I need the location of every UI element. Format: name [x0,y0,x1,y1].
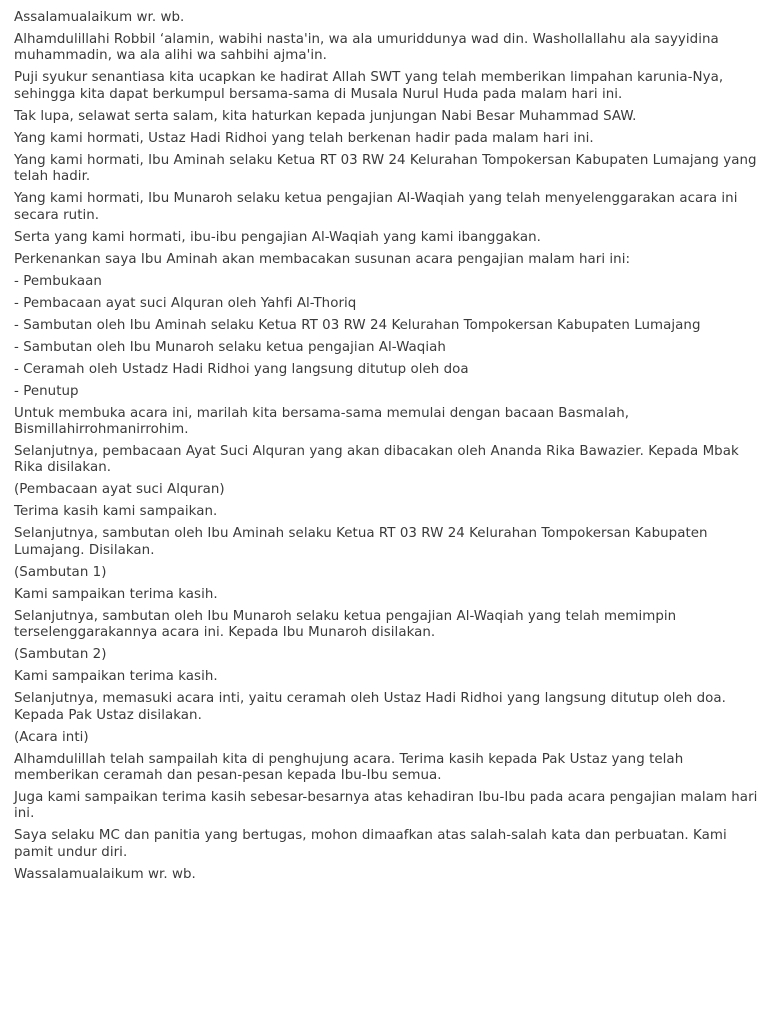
paragraph-salawat: Tak lupa, selawat serta salam, kita haturkan kepada junjungan Nabi Besar Muhammad SAW. [14,108,637,124]
paragraph-respect-jamaah: Serta yang kami hormati, ibu-ibu pengajian Al-Waqiah yang kami ibanggakan. [14,229,541,245]
paragraph-respect-ustaz: Yang kami hormati, Ustaz Hadi Ridhoi yang telah berkenan hadir pada malam hari ini. [14,130,594,146]
paragraph-thanks: Kami sampaikan terima kasih. [14,669,218,685]
paragraph-closing-gratitude: Juga kami sampaikan terima kasih sebesar-besarnya atas kehadiran Ibu-Ibu pada acara pengajian malam hari ini. [14,790,758,822]
greeting-closing: Wassalamualaikum wr. wb. [14,866,196,882]
agenda-item: - Ceramah oleh Ustadz Hadi Ridhoi yang langsung ditutup oleh doa [14,361,469,377]
agenda-item: - Pembukaan [14,273,102,289]
stage-note: (Acara inti) [14,729,89,745]
paragraph-hamdalah: Alhamdulillahi Robbil ‘alamin, wabihi nasta'in, wa ala umuriddunya wad din. Washollallahu ala sayyidina muhammadin, wa ala alihi wa sahbihi ajma'in. [14,32,719,64]
paragraph-opening: Untuk membuka acara ini, marilah kita bersama-sama memulai dengan bacaan Basmalah, Bismillahirrohmanirrohim. [14,405,630,438]
paragraph-agenda-intro: Perkenankan saya Ibu Aminah akan membacakan susunan acara pengajian malam hari ini: [14,251,631,267]
agenda-item: - Penutup [14,383,79,399]
document-body [14,10,758,889]
paragraph-thanks: Kami sampaikan terima kasih. [14,586,218,602]
stage-note: (Pembacaan ayat suci Alquran) [14,482,225,498]
agenda-item: - Sambutan oleh Ibu Munaroh selaku ketua pengajian Al-Waqiah [14,339,446,355]
paragraph-apology: Saya selaku MC dan panitia yang bertugas, mohon dimaafkan atas salah-salah kata dan perbuatan. Kami pamit undur diri. [14,828,727,860]
greeting-opening: Assalamualaikum wr. wb. [14,10,185,25]
paragraph-respect-ketua: Yang kami hormati, Ibu Munaroh selaku ketua pengajian Al-Waqiah yang telah menyelenggarakan acara ini secara rutin. [14,191,738,223]
paragraph-sambutan-1-intro: Selanjutnya, sambutan oleh Ibu Aminah selaku Ketua RT 03 RW 24 Kelurahan Tompokersan Kabupaten Lumajang. Disilakan. [14,526,708,558]
stage-note: (Sambutan 2) [14,647,107,663]
paragraph-thanks: Terima kasih kami sampaikan. [14,504,218,520]
paragraph-quran-intro: Selanjutnya, pembacaan Ayat Suci Alquran yang akan dibacakan oleh Ananda Rika Bawazier. Kepada Mbak Rika disilakan. [14,444,739,476]
stage-note: (Sambutan 1) [14,564,107,580]
paragraph-closing-thanks: Alhamdulillah telah sampailah kita di penghujung acara. Terima kasih kepada Pak Ustaz yang telah memberikan ceramah dan pesan-pesan kepada Ibu-Ibu semua. [14,751,684,784]
agenda-item: - Pembacaan ayat suci Alquran oleh Yahfi Al-Thoriq [14,295,357,311]
paragraph-ceramah-intro: Selanjutnya, memasuki acara inti, yaitu ceramah oleh Ustaz Hadi Ridhoi yang langsung ditutup oleh doa. Kepada Pak Ustaz disilakan. [14,691,726,723]
agenda-item: - Sambutan oleh Ibu Aminah selaku Ketua RT 03 RW 24 Kelurahan Tompokersan Kabupaten Lumajang [14,317,701,333]
paragraph-gratitude: Puji syukur senantiasa kita ucapkan ke hadirat Allah SWT yang telah memberikan limpahan karunia-Nya, sehingga kita dapat berkumpul bersama-sama di Musala Nurul Huda pada malam hari ini. [14,70,724,102]
paragraph-respect-rt: Yang kami hormati, Ibu Aminah selaku Ketua RT 03 RW 24 Kelurahan Tompokersan Kabupaten Lumajang yang telah hadir. [14,152,757,185]
paragraph-sambutan-2-intro: Selanjutnya, sambutan oleh Ibu Munaroh selaku ketua pengajian Al-Waqiah yang telah memimpin terselenggarakannya acara ini. Kepada Ibu Munaroh disilakan. [14,608,677,641]
